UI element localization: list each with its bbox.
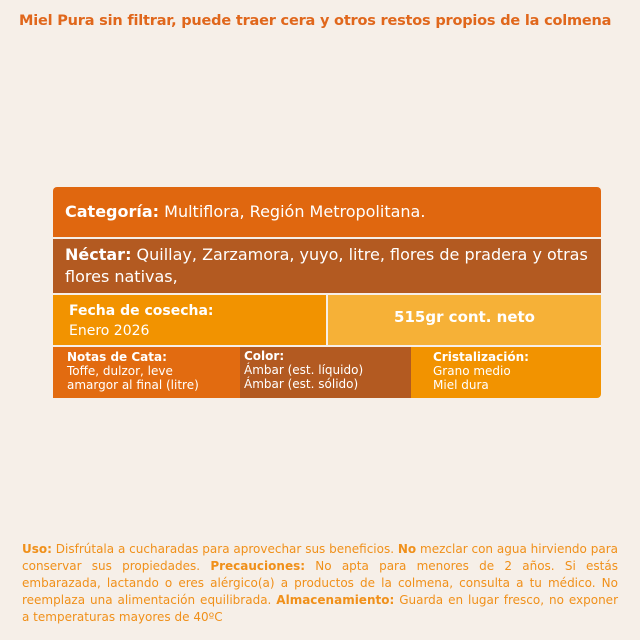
- color-line1: Ámbar (est. líquido): [244, 363, 364, 377]
- peso-cell: 515gr cont. neto: [328, 295, 601, 345]
- headline: Miel Pura sin filtrar, puede traer cera y otros restos propios de la colmena: [19, 13, 612, 29]
- nectar-label: Néctar:: [65, 245, 132, 264]
- uso-text: Disfrútala a cucharadas para aprovechar sus beneficios.: [51, 542, 398, 556]
- nectar-row: [53, 239, 601, 293]
- cristalizacion-cell: [411, 347, 601, 398]
- categoria-label: Categoría:: [65, 202, 160, 221]
- cristalizacion-line2: Miel dura: [433, 378, 489, 392]
- footer-instructions: [22, 541, 618, 626]
- color-line2: Ámbar (est. sólido): [244, 377, 359, 391]
- precauciones-label: Precauciones:: [210, 559, 306, 573]
- notas-cell: [53, 347, 240, 398]
- no-label: No: [397, 542, 417, 556]
- notas-row: [53, 347, 601, 398]
- nectar-value: Quillay, Zarzamora, yuyo, litre, flores de pradera y otras flores nativas,: [65, 245, 588, 286]
- categoria-value: Multiflora, Región Metropolitana.: [159, 202, 426, 221]
- color-cell: [240, 347, 411, 398]
- fecha-cell: [53, 295, 326, 345]
- cristalizacion-label: Cristalización:: [433, 350, 529, 364]
- uso-label: Uso:: [22, 542, 52, 556]
- fecha-peso-row: [53, 295, 601, 345]
- cristalizacion-line1: Grano medio: [433, 364, 511, 378]
- notas-label: Notas de Cata:: [67, 350, 167, 364]
- categoria-row: [53, 187, 601, 237]
- almacenamiento-label: Almacenamiento:: [276, 593, 395, 607]
- almacenamiento-text: Guarda en lugar fresco, no exponer a temperaturas mayores de 40ºC: [22, 593, 619, 624]
- fecha-value: Enero 2026: [69, 323, 150, 339]
- precauciones-text: No apta para menores de 2 años. Si estás embarazada, lactando o eres alérgico(a) a productos de la colmena, consulta a tu médico. No reemplaza una alimentación equilibrada.: [22, 559, 618, 607]
- notas-line2: amargor al final (litre): [67, 378, 199, 392]
- fecha-label: Fecha de cosecha:: [69, 303, 214, 319]
- no-text: mezclar con agua hirviendo para conservar sus propiedades.: [22, 542, 619, 573]
- color-label: Color:: [244, 349, 285, 363]
- notas-line1: Toffe, dulzor, leve: [67, 364, 173, 378]
